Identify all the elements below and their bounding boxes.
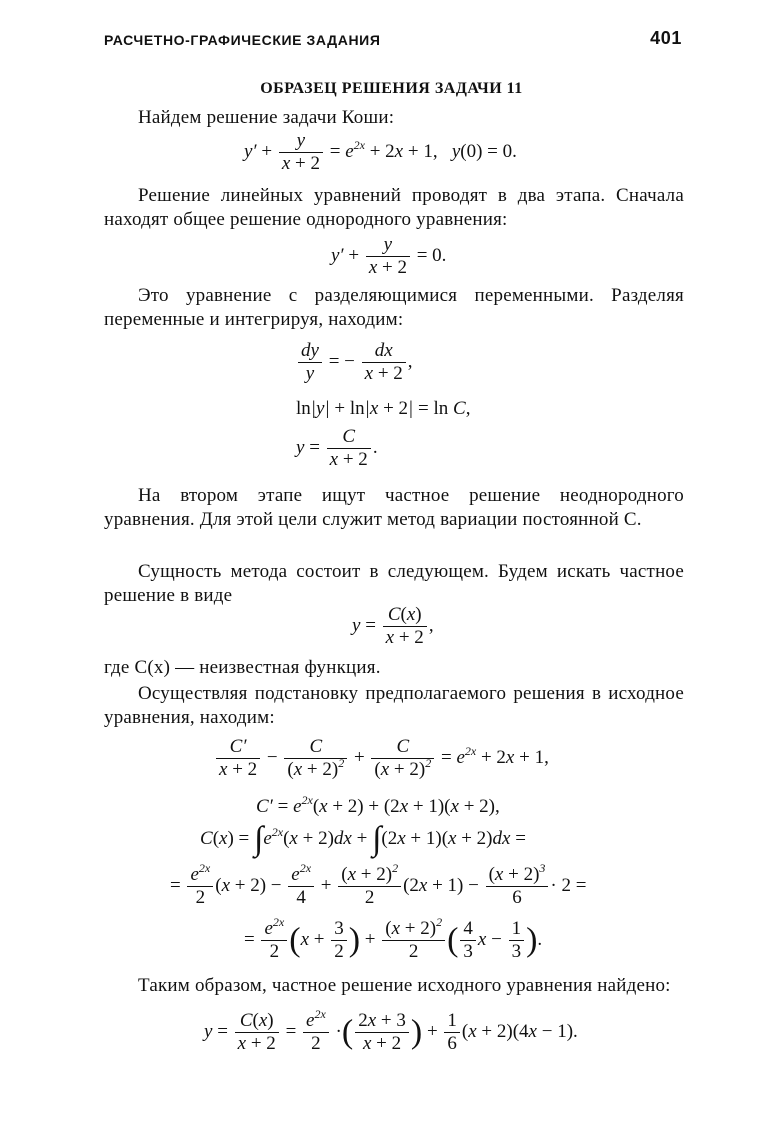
paragraph-7: Осуществляя подстановку предполагаемого решения в исходное уравнения, находим: <box>104 683 684 728</box>
paragraph-6: где C(x) — неизвестная функция. <box>104 657 381 678</box>
equation-homogeneous: y′ + $\frac{y}{x + 2}$ = 0. <box>331 234 447 278</box>
paragraph-3: Это уравнение с разделяющимися переменными. Разделяя переменные и интегрируя, находим: <box>104 285 684 330</box>
page-number: 401 <box>650 28 682 48</box>
equation-separated: $\frac{dy}{y}$ = − $\frac{dx}{x + 2}$ , <box>296 340 413 385</box>
equation-substitution: $\frac{C'}{x + 2}$ − $\frac{C}{(x + 2)^2}$ + $\frac{C}{(x + 2)^2}$ = $e^{2x} + 2x + 1$, <box>214 736 549 781</box>
equation-ansatz: y = $\frac{C(x)}{x + 2}$ , <box>352 604 434 648</box>
equation-cauchy: y′ + $\frac{y}{x + 2}$ = $e^{2x} + 2x + 1$, y(0) = 0. <box>244 130 517 174</box>
equation-general: y = $\frac{C}{x + 2}$ . <box>296 426 378 470</box>
section-title: ОБРАЗЕЦ РЕШЕНИЯ ЗАДАЧИ 11 <box>260 80 523 97</box>
equation-cx-integral: $C(x) = \int e^{2x}(x + 2)dx + \int(2x + 1)(x + 2)dx$ = <box>200 820 526 858</box>
paragraph-2: Решение линейных уравнений проводят в два этапа. Сначала находят общее решение однородного уравнения: <box>104 185 684 230</box>
paragraph-5: Сущность метода состоит в следующем. Будем искать частное решение в виде <box>104 561 684 606</box>
equation-cprime: $C' = e^{2x}(x + 2) + (2x + 1)(x + 2)$, <box>256 793 500 817</box>
equation-integrated: ln|y| + ln|x + 2| = ln C, <box>296 398 471 419</box>
equation-final: y = $\frac{C(x)}{x + 2}$ = $\frac{e^{2x}}{2}$ ·( $\frac{2x + 3}{x + 2}$ ) + $\frac{1}{6}$ (x + 2)(4x − 1). <box>204 1007 578 1054</box>
equation-cx-result: = $\frac{e^{2x}}{2}$ (x + $\frac{3}{2}$ ) + $\frac{(x + 2)^2}{2}$ ( $\frac{4}{3}$ x − $\frac{1}{3}$ ). <box>244 915 543 962</box>
paragraph-4: На втором этапе ищут частное решение неоднородного уравнения. Для этой цели служит метод вариации постоянной C. <box>104 485 684 530</box>
paragraph-1: Найдем решение задачи Коши: <box>138 107 395 128</box>
equation-cx-step: = $\frac{e^{2x}}{2}$ (x + 2) − $\frac{e^{2x}}{4}$ + $\frac{(x + 2)^2}{2}$ (2x + 1) − $\frac{(x + 2)^3}{6}$ · 2 = <box>170 861 587 908</box>
running-title: РАСЧЕТНО-ГРАФИЧЕСКИЕ ЗАДАНИЯ <box>104 32 381 48</box>
running-head <box>104 28 682 52</box>
paragraph-8: Таким образом, частное решение исходного уравнения найдено: <box>138 975 671 996</box>
